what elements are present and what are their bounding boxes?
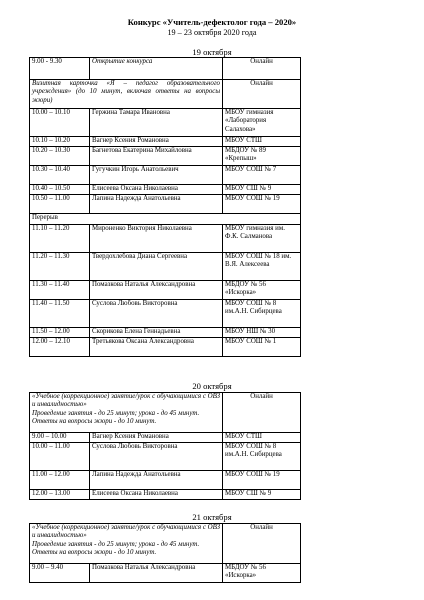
place-cell: МБОУ НШ № 30: [223, 328, 301, 338]
time-cell: 10.00 – 10.10: [30, 109, 90, 137]
time-cell: 11.50 – 12.00: [30, 328, 90, 338]
place-cell: Онлайн: [223, 58, 301, 80]
schedule-table: [29, 392, 301, 500]
participant-cell: Вагнер Ксения Романовна: [90, 433, 223, 443]
table-row: [30, 109, 301, 137]
place-cell: МБОУ СТШ: [223, 137, 301, 147]
time-cell: 9.00 - 9.30: [30, 58, 90, 80]
table-row: [30, 253, 301, 281]
participant-cell: Помазкова Наталья Александровна: [90, 564, 223, 583]
time-cell: 10.50 – 11.00: [30, 195, 90, 214]
event-title: «Учебное (коррекционное) занятие/урок с обучающимися с ОВЗ и инвалидностью»: [32, 393, 221, 409]
participant-cell: Твердохлебова Диана Сергеевна: [90, 253, 223, 281]
place-cell: МБДОУ № 56 «Искорка»: [223, 281, 301, 300]
table-row: [30, 225, 301, 253]
participant-cell: Помазкова Наталья Александровна: [90, 281, 223, 300]
participant-cell: Гугучкин Игорь Анатольевич: [90, 166, 223, 185]
participant-cell: Елисеева Оксана Николаевна: [90, 185, 223, 195]
place-cell: МБДОУ № 89 «Крепыш»: [223, 147, 301, 166]
participant-cell: Лапина Надежда Анатольевна: [90, 471, 223, 490]
time-cell: 11.30 – 11.40: [30, 281, 90, 300]
place-cell: МБОУ СОШ № 1: [223, 338, 301, 357]
participant-cell: Третьякова Оксана Александровна: [90, 338, 223, 357]
event-cell: Визитная карточка «Я – педагог образовательного учреждения» (до 10 минут, включая ответы на вопросы жюри): [30, 80, 223, 109]
event-cell: [30, 393, 223, 433]
table-row: [30, 490, 301, 500]
day-heading: 20 октября: [192, 381, 232, 391]
table-row: [30, 80, 301, 109]
participant-cell: Лапина Надежда Анатольевна: [90, 195, 223, 214]
break-cell: Перерыв: [30, 214, 301, 225]
place-cell: МБОУ гимназия им. Ф.К. Салманова: [223, 225, 301, 253]
time-cell: 9.00 – 10.00: [30, 433, 90, 443]
participant-cell: Суслова Любовь Викторовна: [90, 300, 223, 328]
place-cell: МБОУ СОШ № 8 им.А.Н. Сибирцева: [223, 300, 301, 328]
table-row: [30, 58, 301, 80]
time-cell: 10.20 – 10.30: [30, 147, 90, 166]
place-cell: Онлайн: [223, 80, 301, 109]
participant-cell: Суслова Любовь Викторовна: [90, 443, 223, 471]
table-row: [30, 147, 301, 166]
place-cell: МБДОУ № 56 «Искорка»: [223, 564, 301, 583]
time-cell: 11.00 – 12.00: [30, 471, 90, 490]
time-cell: 10.10 – 10.20: [30, 137, 90, 147]
event-rules: Проведение занятия - до 25 минут; урока - до 45 минут. Ответы на вопросы жюри - до 10 минут.: [32, 409, 200, 425]
participant-cell: Елисеева Оксана Николаевна: [90, 490, 223, 500]
time-cell: 11.10 – 11.20: [30, 225, 90, 253]
table-row: [30, 137, 301, 147]
place-cell: МБОУ СТШ: [223, 433, 301, 443]
event-cell: [30, 524, 223, 564]
day-heading: 21 октября: [192, 512, 232, 522]
time-cell: 10.40 – 10.50: [30, 185, 90, 195]
table-row: [30, 393, 301, 433]
table-row: [30, 524, 301, 564]
place-cell: МБОУ СОШ № 8 им.А.Н. Сибирцева: [223, 443, 301, 471]
event-cell: Открытие конкурса: [90, 58, 223, 80]
table-row: [30, 166, 301, 185]
place-cell: МБОУ гимназия «Лаборатория Салахова»: [223, 109, 301, 137]
place-cell: Онлайн: [223, 393, 301, 433]
place-cell: МБОУ СОШ № 7: [223, 166, 301, 185]
event-rules: Проведение занятия - до 25 минут; урока - до 45 минут. Ответы на вопросы жюри - до 10 минут.: [32, 540, 200, 556]
place-cell: МБОУ СОШ № 19: [223, 471, 301, 490]
table-row: [30, 185, 301, 195]
table-row: [30, 433, 301, 443]
schedule-table: [29, 57, 301, 357]
table-row: [30, 328, 301, 338]
place-cell: МБОУ СОШ № 18 им. В.Я. Алексеева: [223, 253, 301, 281]
table-row: [30, 195, 301, 214]
participant-cell: Багнетова Екатерина Михайловна: [90, 147, 223, 166]
participant-cell: Вагнер Ксения Романовна: [90, 137, 223, 147]
table-row: [30, 564, 301, 583]
place-cell: МБОУ СШ № 9: [223, 490, 301, 500]
schedule-table: [29, 523, 301, 583]
time-cell: 10.00 – 11.00: [30, 443, 90, 471]
time-cell: 10.30 – 10.40: [30, 166, 90, 185]
time-cell: 12.00 – 13.00: [30, 490, 90, 500]
event-title: «Учебное (коррекционное) занятие/урок с обучающимися с ОВЗ и инвалидностью»: [32, 524, 221, 540]
table-row: [30, 443, 301, 471]
table-row: [30, 338, 301, 357]
time-cell: 12.00 – 12.10: [30, 338, 90, 357]
day-heading: 19 октября: [192, 47, 232, 57]
time-cell: 11.20 – 11.30: [30, 253, 90, 281]
page-title: Конкурс «Учитель-дефектолог года – 2020»: [127, 17, 297, 27]
time-cell: 11.40 – 11.50: [30, 300, 90, 328]
contest-dates: 19 – 23 октября 2020 года: [167, 28, 257, 37]
participant-cell: Гержина Тамара Ивановна: [90, 109, 223, 137]
participant-cell: Скорикова Елена Геннадьевна: [90, 328, 223, 338]
table-row: [30, 471, 301, 490]
table-row: [30, 281, 301, 300]
place-cell: МБОУ СОШ № 19: [223, 195, 301, 214]
place-cell: Онлайн: [223, 524, 301, 564]
table-row: [30, 214, 301, 225]
time-cell: 9.00 – 9.40: [30, 564, 90, 583]
place-cell: МБОУ СШ № 9: [223, 185, 301, 195]
table-row: [30, 300, 301, 328]
participant-cell: Мироненко Виктория Николаевна: [90, 225, 223, 253]
